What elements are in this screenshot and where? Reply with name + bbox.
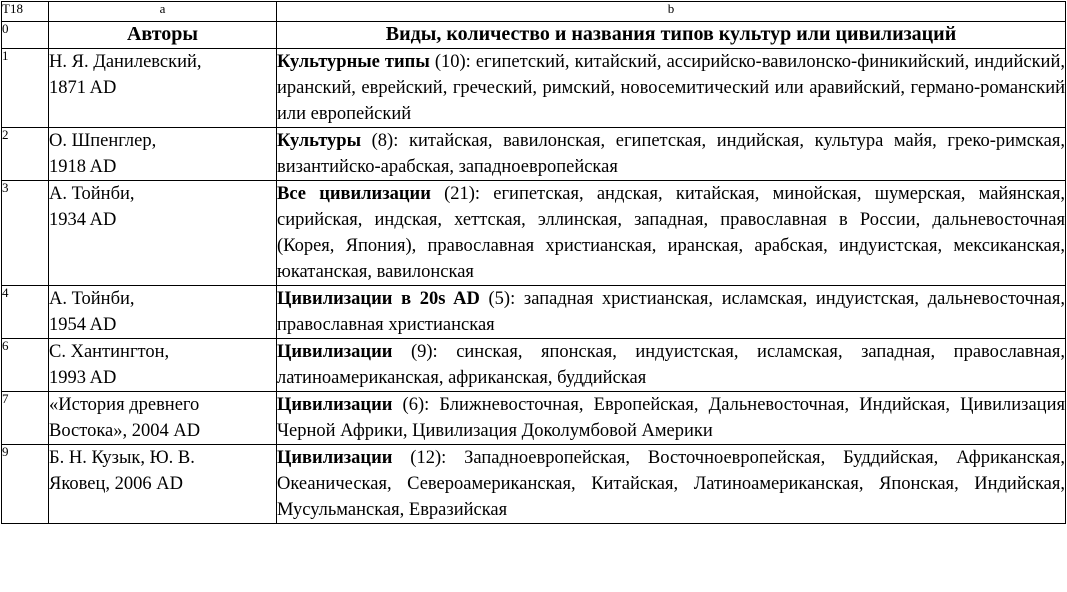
- row-number: 3: [2, 181, 49, 286]
- author-name: О. Шпенглер,: [49, 131, 157, 151]
- type-term: Цивилизации: [277, 342, 393, 362]
- types-cell: [277, 286, 1066, 339]
- author-cell: [49, 128, 277, 181]
- table-row: [2, 339, 1066, 392]
- row-number: 1: [2, 49, 49, 128]
- types-cell: [277, 392, 1066, 445]
- table-row: [2, 128, 1066, 181]
- table-id-cell: T18: [2, 2, 49, 22]
- row-number: 4: [2, 286, 49, 339]
- author-cell: [49, 49, 277, 128]
- table-row: [2, 49, 1066, 128]
- types-cell: [277, 128, 1066, 181]
- type-count: (10): [429, 52, 466, 72]
- types-cell: [277, 49, 1066, 128]
- authors-header: Авторы: [49, 22, 277, 49]
- table-row: [2, 445, 1066, 524]
- type-count: (9): [392, 342, 433, 362]
- type-list: : синская, японская, индуистская, исламская, западная, православная, латиноамериканская, африканская, буддийская: [277, 342, 1065, 388]
- type-term: Цивилизации в 20s AD: [277, 289, 480, 309]
- type-count: (6): [392, 395, 425, 415]
- type-term: Культурные типы: [277, 52, 430, 72]
- author-year: Востока», 2004 AD: [49, 421, 201, 441]
- type-list: : Ближневосточная, Европейская, Дальневосточная, Индийская, Цивилизация Черной Африки, Цивилизация Доколумбовой Америки: [277, 395, 1065, 441]
- column-letter-row: [2, 2, 1066, 22]
- author-year: 1918 AD: [49, 157, 117, 177]
- civilizations-table: [1, 1, 1066, 524]
- row-number: 2: [2, 128, 49, 181]
- column-letter-b: b: [277, 2, 1066, 22]
- type-list: : египетская, андская, китайская, минойская, шумерская, майянская, сирийская, индская, хеттская, эллинская, западная, православная в России, дальневосточная (Корея, Япония), православная христианская, иранская, арабская, индуистская, мексиканская, юкатанская, вавилонская: [277, 184, 1066, 282]
- author-cell: [49, 339, 277, 392]
- author-year: 1993 AD: [49, 368, 117, 388]
- author-year: Яковец, 2006 AD: [49, 474, 183, 494]
- author-cell: [49, 181, 277, 286]
- header-row-number: 0: [2, 22, 49, 49]
- type-list: : египетский, китайский, ассирийско-вавилонско-финикийский, индийский, иранский, еврейский, греческий, римский, новосемитический или аравийский, германо-романский или европейский: [277, 52, 1065, 124]
- column-letter-a: a: [49, 2, 277, 22]
- row-number: 6: [2, 339, 49, 392]
- author-name: А. Тойнби,: [49, 184, 135, 204]
- type-count: (8): [361, 131, 394, 151]
- author-year: 1954 AD: [49, 315, 117, 335]
- type-term: Все цивилизации: [277, 184, 431, 204]
- table-row: [2, 286, 1066, 339]
- types-cell: [277, 181, 1066, 286]
- author-name: Н. Я. Данилевский,: [49, 52, 202, 72]
- author-cell: [49, 286, 277, 339]
- type-count: (12): [392, 448, 442, 468]
- types-cell: [277, 445, 1066, 524]
- row-number: 7: [2, 392, 49, 445]
- header-row: [2, 22, 1066, 49]
- type-list: : западная христианская, исламская, индуистская, дальневосточная, православная христианская: [277, 289, 1065, 335]
- table-row: [2, 392, 1066, 445]
- author-name: Б. Н. Кузык, Ю. В.: [49, 448, 195, 468]
- author-cell: [49, 445, 277, 524]
- type-list: : китайская, вавилонская, египетская, индийская, культура майя, греко-римская, византийско-арабская, западноевропейская: [277, 131, 1065, 177]
- author-cell: [49, 392, 277, 445]
- type-term: Культуры: [277, 131, 362, 151]
- author-name: С. Хантингтон,: [49, 342, 170, 362]
- author-year: 1934 AD: [49, 210, 117, 230]
- author-year: 1871 AD: [49, 78, 117, 98]
- row-number: 9: [2, 445, 49, 524]
- type-term: Цивилизации: [277, 448, 393, 468]
- type-term: Цивилизации: [277, 395, 393, 415]
- table-row: [2, 181, 1066, 286]
- types-header: Виды, количество и названия типов культур или цивилизаций: [277, 22, 1066, 49]
- type-list: : Западноевропейская, Восточноевропейская, Буддийская, Африканская, Океаническая, Североамериканская, Китайская, Латиноамериканская, Японская, Индийская, Мусульманская, Евразийская: [277, 448, 1065, 520]
- types-cell: [277, 339, 1066, 392]
- type-count: (5): [479, 289, 511, 309]
- table-body: [2, 49, 1066, 524]
- type-count: (21): [430, 184, 475, 204]
- author-name: «История древнего: [49, 395, 200, 415]
- author-name: А. Тойнби,: [49, 289, 135, 309]
